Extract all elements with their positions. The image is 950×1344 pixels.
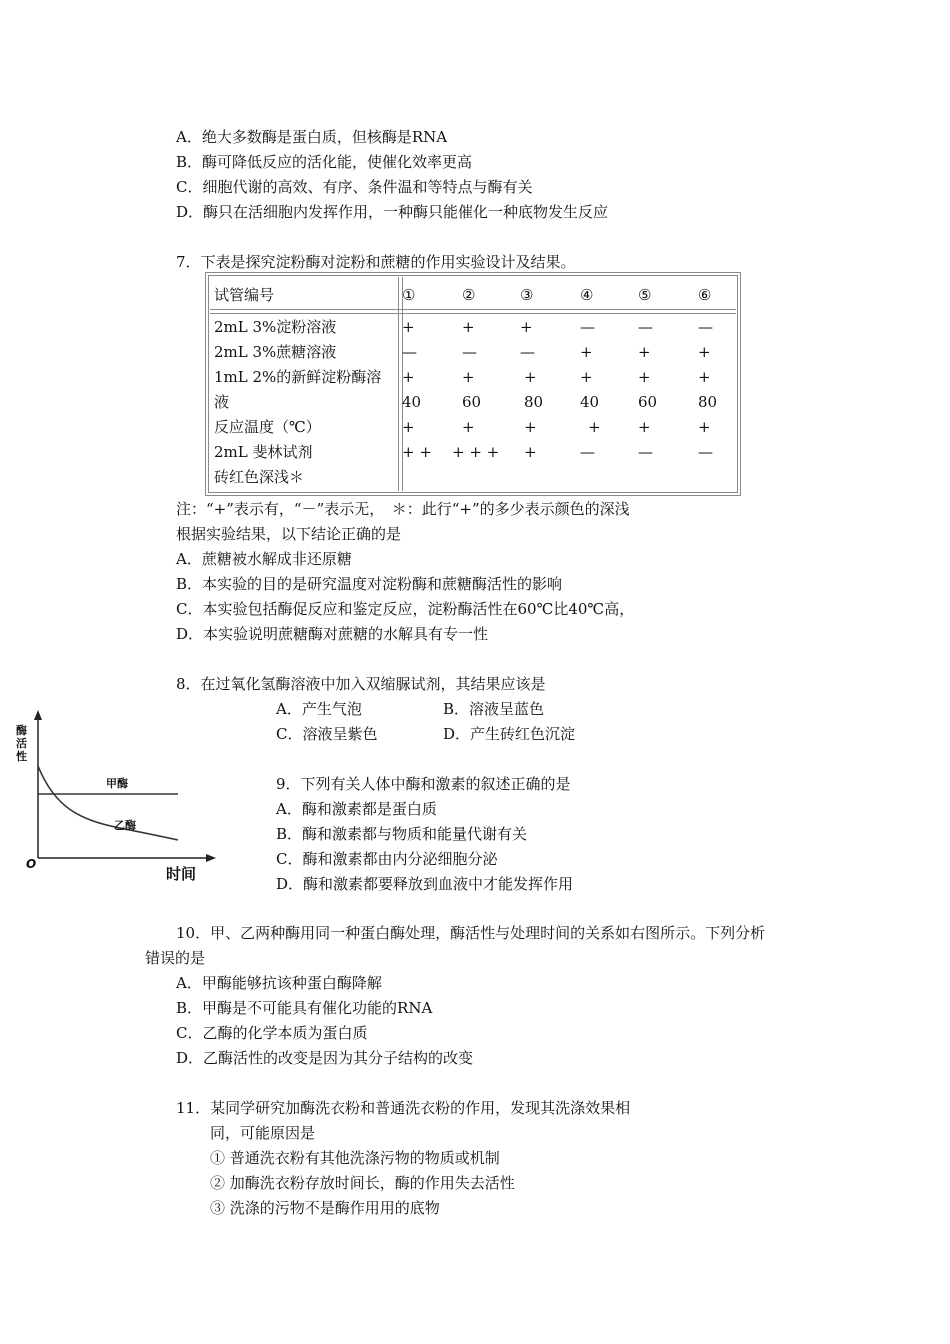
table-cell: 80 [524,393,544,411]
table-cell: + [638,343,651,361]
tube-number-3: ③ [520,286,534,304]
table-cell: + [524,368,537,386]
q6-option-c: C．细胞代谢的高效、有序、条件温和等特点与酶有关 [176,178,533,196]
row-label-3: 1mL 2%的新鲜淀粉酶溶 [214,368,382,386]
q7-option-a: A．蔗糖被水解成非还原糖 [176,550,352,568]
enzyme-activity-graph [10,708,220,892]
q9-option-d: D．酶和激素都要释放到血液中才能发挥作用 [276,875,574,893]
q7-option-c: C．本实验包括酶促反应和鉴定反应，淀粉酶活性在60℃比40℃高， [176,600,635,618]
q6-option-a: A．绝大多数酶是蛋白质，但核酶是RNA [176,128,448,146]
q6-option-b: B．酶可降低反应的活化能，使催化效率更高 [176,153,473,171]
x-axis-label: 时间 [166,865,197,883]
q8-option-b: B．溶液呈蓝色 [443,700,545,718]
table-cell: + [402,418,415,436]
row-label-5: 反应温度（℃） [214,418,321,436]
row-label-6: 2mL 斐林试剂 [214,443,313,461]
q10-option-b: B．甲酶是不可能具有催化功能的RNA [176,999,433,1017]
table-cell: + [402,368,415,386]
y-axis-label: 酶 活 性 [16,724,27,763]
tube-number-2: ② [462,286,476,304]
table-cell: + [520,318,533,336]
tube-number-5: ⑤ [638,286,652,304]
q11-stem-line2: 同，可能原因是 [210,1124,316,1142]
origin-label: O [26,857,37,871]
table-cell: — [520,343,535,361]
table-cell: + [580,343,593,361]
table-cell: + [698,368,711,386]
q7-option-b: B．本实验的目的是研究温度对淀粉酶和蔗糖酶活性的影响 [176,575,563,593]
q9-stem: 9．下列有关人体中酶和激素的叙述正确的是 [276,775,571,793]
q10-option-a: A．甲酶能够抗该种蛋白酶降解 [176,974,382,992]
q7-question: 根据实验结果，以下结论正确的是 [176,525,402,543]
table-cell: + [698,343,711,361]
row-label-4: 液 [214,393,230,411]
table-cell: + [638,418,651,436]
table-cell: 80 [698,393,718,411]
row-label-1: 2mL 3%淀粉溶液 [214,318,337,336]
q9-option-c: C．酶和激素都由内分泌细胞分泌 [276,850,498,868]
q7-note: 注：“+”表示有，“－”表示无， ＊：此行“+”的多少表示颜色的深浅 [176,500,630,518]
q9-option-b: B．酶和激素都与物质和能量代谢有关 [276,825,528,843]
table-cell: 40 [580,393,600,411]
q8-stem: 8．在过氧化氢酶溶液中加入双缩脲试剂，其结果应该是 [176,675,546,693]
q8-option-d: D．产生砖红色沉淀 [443,725,576,743]
table-cell: — [402,343,417,361]
table-cell: 60 [462,393,482,411]
row-label-2: 2mL 3%蔗糖溶液 [214,343,337,361]
table-cell: + [462,318,475,336]
table-cell: + [462,368,475,386]
x-axis-arrow-icon [206,854,216,862]
q11-stem-line1: 11．某同学研究加酶洗衣粉和普通洗衣粉的作用，发现其洗涤效果相 [176,1099,631,1117]
q7-option-d: D．本实验说明蔗糖酶对蔗糖的水解具有专一性 [176,625,489,643]
q10-stem-line1: 10．甲、乙两种酶用同一种蛋白酶处理，酶活性与处理时间的关系如右图所示。下列分析 [176,924,766,942]
table-cell: + [524,418,537,436]
q11-item-1: ① 普通洗衣粉有其他洗涤污物的物质或机制 [210,1149,500,1167]
table-cell: + [580,368,593,386]
table-cell: + [402,318,415,336]
tube-number-4: ④ [580,286,594,304]
table-cell: + + [402,443,432,461]
graph-svg [10,708,220,888]
table-cell: — [638,318,653,336]
table-cell: — [698,318,713,336]
tube-number-1: ① [402,286,416,304]
table-cell: — [462,343,477,361]
q10-stem-line2: 错误的是 [145,949,206,967]
q11-item-3: ③ 洗涤的污物不是酶作用用的底物 [210,1199,440,1217]
table-cell: — [580,443,595,461]
q10-option-c: C．乙酶的化学本质为蛋白质 [176,1024,368,1042]
table-cell: + [638,368,651,386]
table-cell: + [588,418,601,436]
q7-stem: 7．下表是探究淀粉酶对淀粉和蔗糖的作用实验设计及结果。 [176,253,576,271]
q9-option-a: A．酶和激素都是蛋白质 [276,800,437,818]
table-cell: — [580,318,595,336]
table-cell: + [462,418,475,436]
table-cell: + [698,418,711,436]
table-cell: + + + [452,443,500,461]
table-cell: + [524,443,537,461]
q8-option-c: C．溶液呈紫色 [276,725,378,743]
y-axis-arrow-icon [34,710,42,720]
q6-option-d: D．酶只在活细胞内发挥作用，一种酶只能催化一种底物发生反应 [176,203,609,221]
q11-item-2: ② 加酶洗衣粉存放时间长，酶的作用失去活性 [210,1174,515,1192]
q8-option-a: A．产生气泡 [276,700,362,718]
table-cell: — [638,443,653,461]
table-cell: — [698,443,713,461]
table-cell: 40 [402,393,422,411]
table-cell: 60 [638,393,658,411]
experiment-table [205,272,741,496]
series-label-yi: 乙酶 [114,819,136,832]
row-label-7: 砖红色深浅＊ [214,468,305,486]
table-header-label: 试管编号 [214,286,275,304]
q10-option-d: D．乙酶活性的改变是因为其分子结构的改变 [176,1049,474,1067]
tube-number-6: ⑥ [698,286,712,304]
series-label-jia: 甲酶 [106,777,128,790]
